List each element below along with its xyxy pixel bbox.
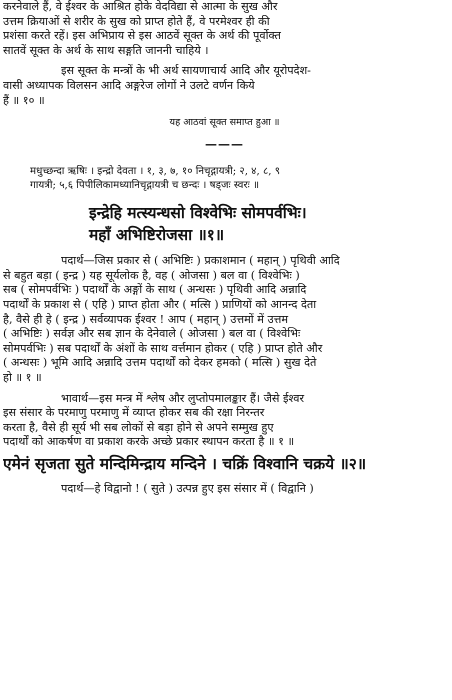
text-line: सातवें सूक्त के अर्थ के साथ सङ्गति जाननी चाहिये । (3, 43, 209, 57)
text-line: प्रशंसा करते रहें। इस अभिप्राय से इस आठवें सूक्त के अर्थ की पूर्वोक्त (3, 29, 281, 43)
padartha-1 (3, 254, 446, 385)
text-line: ( अन्धसः ) भूमि आदि अन्नादि उत्तम पदार्थों को देकर हमको ( मत्सि ) सुख देते (3, 356, 317, 370)
bhavartha-1 (3, 392, 446, 450)
verse-line: महाँ अभिष्टिरोजसा ॥१॥ (89, 225, 225, 245)
text-line: वासी अध्यापक विलसन आदि अङ्गरेज लोगों ने उलटे वर्णन किये (3, 78, 255, 92)
text-line: इस सूक्त के मन्त्रों के भी अर्थ सायणाचार्य आदि और यूरोपदेश- (61, 64, 311, 78)
mantra-metadata (3, 165, 446, 192)
text-line: करता है, वैसे ही सूर्य भी सब लोकों से बड़ा होने से अपने सम्मुख हुए (3, 420, 274, 434)
text-line: हैं ॥ १० ॥ (3, 93, 45, 107)
text-line: है, वैसे ही हे ( इन्द्र ) सर्वव्यापक ईश्वर ! आप ( महान् ) उत्तमों में उत्तम (3, 312, 289, 326)
verse-line: इन्द्रेहि मत्स्यन्धसो विश्वेभिः सोमपर्वभिः। (89, 203, 307, 223)
text-line: पदार्थ—हे विद्वानो ! ( सुते ) उत्पन्न हुए इस संसार में ( विद्वानि ) (61, 481, 314, 495)
text-line: मधुच्छन्दा ऋषिः । इन्द्रो देवता । १, ३, ७, १० निचृद्गायत्री; २, ४, ८, ९ (30, 166, 281, 178)
text-line: ( अभिष्टिः ) सर्वज्ञ और सब ज्ञान के देनेवाले ( ओजसा ) बल वा ( विश्वेभिः (3, 327, 301, 341)
text-line: हो ॥ १ ॥ (3, 370, 42, 384)
text-line: से बहुत बड़ा ( इन्द्र ) यह सूर्यलोक है, वह ( ओजसा ) बल वा ( विश्वेभिः ) (3, 268, 300, 282)
text-line: सोमपर्वभिः ) सब पदार्थों के अंशों के साथ वर्त्तमान होकर ( एहि ) प्राप्त होते और (3, 341, 323, 355)
text-line: सब ( सोमपर्वभिः ) पदार्थों के अङ्गों के साथ ( अन्धसः ) पृथिवी आदि अन्नादि (3, 283, 307, 297)
closing-note: यह आठवां सूक्त समाप्त हुआ ॥ (169, 117, 280, 129)
verse-2: एमेनं सृजता सुते मन्दिमिन्द्राय मन्दिने । चक्रिं विश्वानि चक्रये ॥२॥ (3, 453, 367, 473)
text-line: इस संसार के परमाणु परमाणु में व्याप्त होकर सब की रक्षा निरन्तर (3, 406, 265, 420)
text-line: उत्तम क्रियाओं से शरीर के सुख को प्राप्त होते हैं, वे परमेश्वर ही की (3, 14, 270, 28)
text-line: पदार्थों के प्रकाश से ( एहि ) प्राप्त होता और ( मत्सि ) प्राणियों को आनन्द देता (3, 297, 317, 311)
text-line: करनेवाले हैं, वे ईश्वर के आश्रित होके वेदविद्या से आत्मा के सुख और (3, 0, 278, 13)
intro-paragraph (3, 0, 446, 58)
criticism-paragraph (3, 64, 446, 108)
text-line: पदार्थ—जिस प्रकार से ( अभिष्टिः ) प्रकाशमान ( महान् ) पृथिवी आदि (61, 254, 340, 268)
text-line: पदार्थों को आकर्षण वा प्रकाश करके अच्छे प्रकार स्थापन करता है ॥ १ ॥ (3, 435, 295, 449)
section-divider: ——— (205, 137, 244, 152)
text-line: भावार्थ—इस मन्त्र में श्लेष और लुप्तोपमालङ्कार हैं। जैसे ईश्वर (61, 391, 305, 405)
text-line: गायत्री; ५,६ पिपीलिकामध्यानिचृद्गायत्री च छन्दः । षड्जः स्वरः ॥ (30, 179, 260, 191)
padartha-2 (3, 482, 446, 497)
verse-1 (3, 202, 446, 246)
